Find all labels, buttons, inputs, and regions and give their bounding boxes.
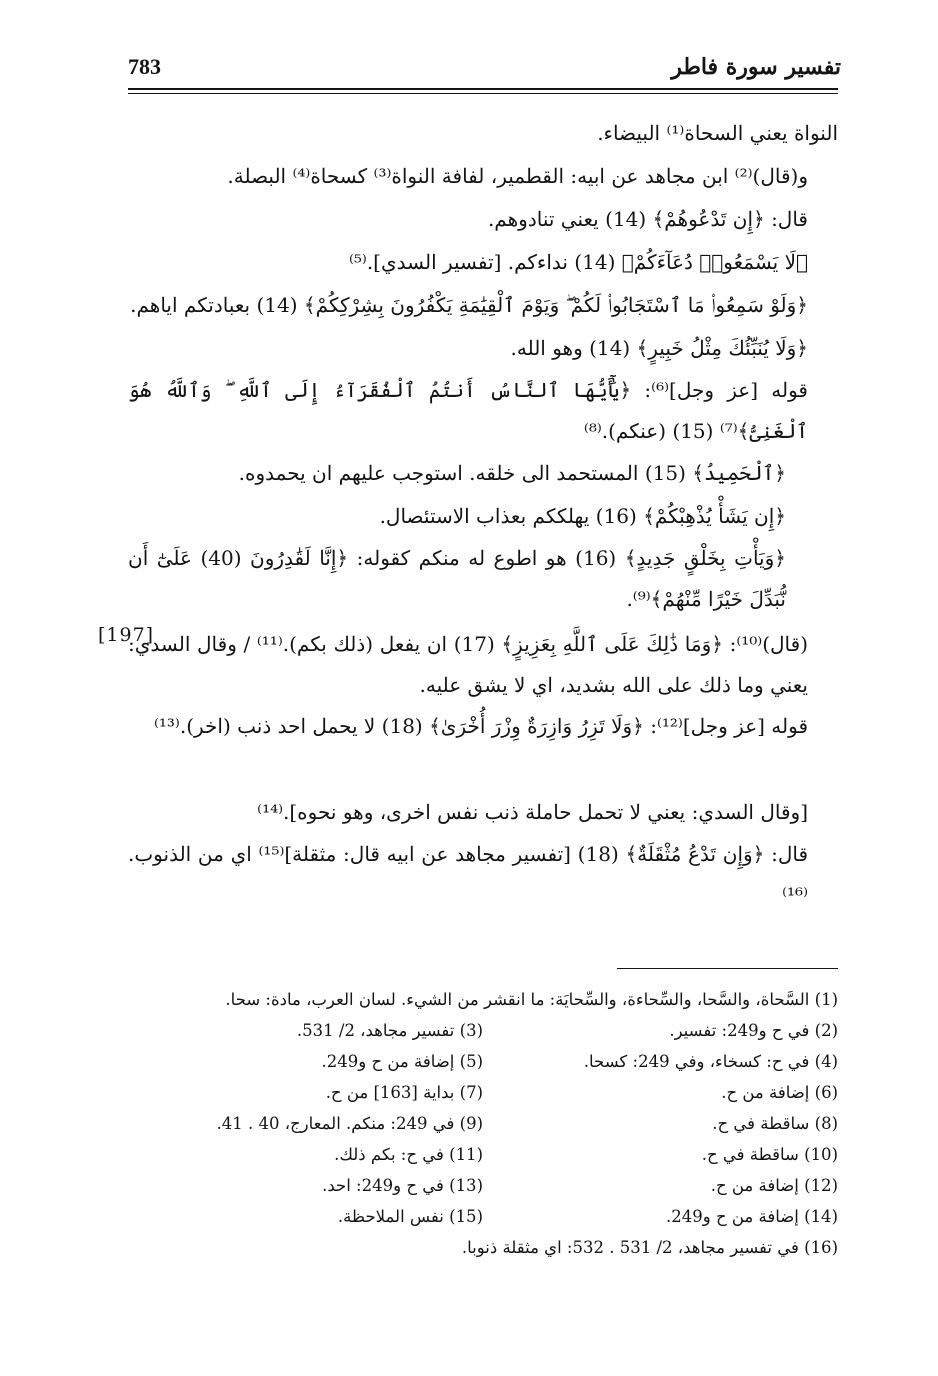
- footnote: (4) في ح: كسخاء، وفي 249: كسحا.: [583, 1052, 838, 1071]
- text-line: ﴿لَا يَسْمَعُوا۟ دُعَآءَكُمْ﴾ (14) نداءكم. [تفسير السدي].⁽⁵⁾: [348, 250, 808, 274]
- footnote-row: [128, 1139, 838, 1170]
- footnote: (16) في تفسير مجاهد، 2/ 531 . 532: اي مثقلة ذنوبا.: [461, 1238, 838, 1257]
- main-text: [98, 112, 838, 916]
- text-line: ﴿وَلَوْ سَمِعُوا۟ مَا ٱسْتَجَابُوا۟ لَكُمْ ۖ وَيَوْمَ ٱلْقِيَٰمَةِ يَكْفُرُونَ بِشِرْكِكُمْ﴾ (14) بعبادتكم اياهم.: [130, 293, 808, 317]
- text-line: [وقال السدي: يعني لا تحمل حاملة ذنب نفس اخرى، وهو نحوه].⁽¹⁴⁾: [257, 800, 808, 824]
- footnote: (6) إضافة من ح.: [721, 1083, 838, 1102]
- footnote: (11) في ح: بكم ذلك.: [334, 1145, 483, 1164]
- text-line: ﴿ٱلْحَمِيدُ﴾ (15) المستحمد الى خلقه. استوجب عليهم ان يحمدوه.: [238, 461, 786, 485]
- text-paragraph: قوله [عز وجل]⁽⁶⁾: ﴿يَٰٓأَيُّهَا ٱلنَّاسُ أَنتُمُ ٱلْفُقَرَآءُ إِلَى ٱللَّهِ ۖ وَٱللَّهُ هُوَ ٱلْغَنِىُّ﴾⁽⁷⁾ (15) (عنكم).⁽⁸⁾: [128, 378, 808, 443]
- text-line: النواة يعني السحاة⁽¹⁾ البيضاء.: [597, 121, 838, 145]
- footnote: (13) في ح و249: احد.: [322, 1176, 483, 1195]
- footnote-row: [128, 1015, 838, 1046]
- header-rule-thin: [128, 93, 838, 94]
- running-title: تفسير سورة فاطر: [671, 54, 841, 80]
- footnote: (7) بداية [163] من ح.: [325, 1083, 483, 1102]
- text-paragraph: (قال)⁽¹⁰⁾: ﴿وَمَا ذَٰلِكَ عَلَى ٱللَّهِ بِعَزِيزٍ﴾ (17) ان يفعل (ذلك بكم).⁽¹¹⁾ / وقال السدي: يعني وما ذلك على الله بشديد، اي لا يشق عليه.: [128, 632, 808, 697]
- text-line: ﴿إِن يَشَأْ يُذْهِبْكُمْ﴾ (16) يهلككم بعذاب الاستئصال.: [379, 504, 786, 528]
- footnote: (12) إضافة من ح.: [710, 1176, 838, 1195]
- footnote-row: [128, 1108, 838, 1139]
- manuscript-folio-marker: [197]: [98, 624, 155, 646]
- footnote: (14) إضافة من ح و249.: [666, 1207, 838, 1226]
- text-paragraph: قوله [عز وجل]⁽¹²⁾: ﴿وَلَا تَزِرُ وَازِرَةٌ وِزْرَ أُخْرَىٰ﴾ (18) لا يحمل احد ذنب (اخر).⁽¹³⁾: [153, 714, 808, 738]
- text-line: و(قال)⁽²⁾ ابن مجاهد عن ابيه: القطمير، لفافة النواة⁽³⁾ كسحاة⁽⁴⁾ البصلة.: [227, 164, 808, 188]
- footnote-row: [128, 1201, 838, 1232]
- page-number: 783: [128, 54, 161, 79]
- footnote-row: [128, 1077, 838, 1108]
- page-header: [0, 50, 938, 100]
- header-rule-thick: [128, 88, 838, 90]
- text-line: قال: ﴿إِن تَدْعُوهُمْ﴾ (14) يعني تنادوهم.: [487, 207, 808, 231]
- footnote-separator: [617, 968, 838, 969]
- footnote: (3) تفسير مجاهد، 2/ 531.: [296, 1021, 483, 1040]
- text-paragraph: قال: ﴿وَإِن تَدْعُ مُثْقَلَةٌ﴾ (18) [تفسير مجاهد عن ابيه قال: مثقلة]⁽¹⁵⁾ اي من الذنوب.⁽¹⁶⁾: [128, 842, 809, 907]
- footnotes: [128, 984, 838, 1263]
- text-paragraph: ﴿وَيَأْتِ بِخَلْقٍ جَدِيدٍ﴾ (16) هو اطوع له منكم كقوله: ﴿إِنَّا لَقَٰدِرُونَ (40) عَلَىٰٓ أَن نُّبَدِّلَ خَيْرًا مِّنْهُمْ﴾⁽⁹⁾.: [128, 546, 786, 611]
- footnote: (2) في ح و249: تفسير.: [669, 1021, 838, 1040]
- footnote: (10) ساقطة في ح.: [701, 1145, 838, 1164]
- footnote: (8) ساقطة في ح.: [712, 1114, 838, 1133]
- footnote-row: [128, 1170, 838, 1201]
- footnote: (15) نفس الملاحظة.: [337, 1207, 483, 1226]
- footnote-row: [128, 984, 838, 1015]
- text-line: ﴿وَلَا يُنَبِّئُكَ مِثْلُ خَبِيرٍ﴾ (14) وهو الله.: [510, 336, 808, 360]
- footnote-row: [128, 1046, 838, 1077]
- footnote: (5) إضافة من ح و249.: [321, 1052, 483, 1071]
- footnote: (9) في 249: منكم. المعارج، 40 . 41.: [216, 1114, 483, 1133]
- footnote-row: [128, 1232, 838, 1263]
- footnote: (1) السَّحاة، والسَّحا، والسِّحاءة، والسِّحايَة: ما انقشر من الشيء. لسان العرب، مادة: سحا.: [225, 990, 838, 1009]
